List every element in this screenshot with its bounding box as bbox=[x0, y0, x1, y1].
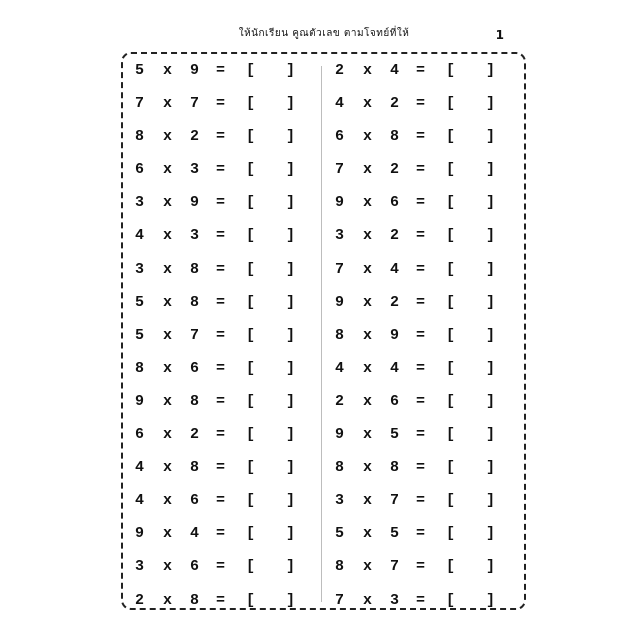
multiplication-problem bbox=[333, 524, 508, 557]
answer-bracket-open[interactable]: [ bbox=[446, 558, 456, 576]
answer-bracket-open[interactable]: [ bbox=[246, 591, 256, 609]
equals-sign: = bbox=[416, 326, 426, 344]
answer-bracket-open[interactable]: [ bbox=[246, 558, 256, 576]
answer-bracket-close[interactable]: ] bbox=[286, 591, 296, 609]
factor-a: 5 bbox=[335, 525, 345, 543]
multiplication-problem bbox=[133, 491, 308, 524]
factor-b: 2 bbox=[190, 426, 200, 444]
answer-bracket-open[interactable]: [ bbox=[246, 459, 256, 477]
multiplication-problem bbox=[133, 160, 308, 193]
equals-sign: = bbox=[216, 558, 226, 576]
multiplication-problem bbox=[133, 524, 308, 557]
factor-b: 4 bbox=[190, 525, 200, 543]
times-sign: x bbox=[163, 227, 173, 245]
answer-bracket-open[interactable]: [ bbox=[446, 62, 456, 79]
multiplication-problem bbox=[333, 326, 508, 359]
factor-b: 6 bbox=[190, 558, 200, 576]
answer-bracket-open[interactable]: [ bbox=[446, 326, 456, 344]
times-sign: x bbox=[363, 359, 373, 377]
answer-bracket-open[interactable]: [ bbox=[246, 260, 256, 278]
problem-column-left bbox=[133, 61, 308, 624]
multiplication-problem bbox=[133, 193, 308, 226]
equals-sign: = bbox=[416, 591, 426, 609]
factor-b: 8 bbox=[190, 260, 200, 278]
equals-sign: = bbox=[216, 95, 226, 113]
times-sign: x bbox=[363, 95, 373, 113]
answer-bracket-close[interactable]: ] bbox=[286, 392, 296, 410]
equals-sign: = bbox=[216, 392, 226, 410]
times-sign: x bbox=[363, 293, 373, 311]
factor-a: 9 bbox=[335, 194, 345, 212]
factor-b: 3 bbox=[190, 161, 200, 179]
factor-a: 3 bbox=[135, 558, 145, 576]
answer-bracket-open[interactable]: [ bbox=[446, 194, 456, 212]
times-sign: x bbox=[363, 426, 373, 444]
answer-bracket-close[interactable]: ] bbox=[486, 326, 496, 344]
factor-b: 9 bbox=[190, 62, 200, 79]
times-sign: x bbox=[163, 260, 173, 278]
answer-bracket-close[interactable]: ] bbox=[286, 260, 296, 278]
equals-sign: = bbox=[216, 359, 226, 377]
factor-b: 2 bbox=[390, 227, 400, 245]
factor-b: 6 bbox=[190, 492, 200, 510]
equals-sign: = bbox=[216, 62, 226, 79]
multiplication-problem bbox=[333, 557, 508, 590]
answer-bracket-close[interactable]: ] bbox=[286, 293, 296, 311]
multiplication-problem bbox=[133, 127, 308, 160]
answer-bracket-close[interactable]: ] bbox=[486, 392, 496, 410]
equals-sign: = bbox=[216, 326, 226, 344]
equals-sign: = bbox=[416, 459, 426, 477]
answer-bracket-open[interactable]: [ bbox=[446, 459, 456, 477]
answer-bracket-close[interactable]: ] bbox=[286, 459, 296, 477]
answer-bracket-close[interactable]: ] bbox=[486, 558, 496, 576]
times-sign: x bbox=[363, 591, 373, 609]
equals-sign: = bbox=[416, 62, 426, 79]
equals-sign: = bbox=[216, 426, 226, 444]
times-sign: x bbox=[163, 95, 173, 113]
times-sign: x bbox=[363, 128, 373, 146]
factor-a: 5 bbox=[135, 62, 145, 79]
factor-a: 9 bbox=[135, 525, 145, 543]
answer-bracket-open[interactable]: [ bbox=[446, 128, 456, 146]
answer-bracket-open[interactable]: [ bbox=[246, 525, 256, 543]
times-sign: x bbox=[363, 558, 373, 576]
times-sign: x bbox=[363, 525, 373, 543]
answer-bracket-close[interactable]: ] bbox=[286, 558, 296, 576]
multiplication-problem bbox=[133, 591, 308, 624]
factor-a: 9 bbox=[335, 293, 345, 311]
answer-bracket-close[interactable]: ] bbox=[286, 492, 296, 510]
factor-a: 3 bbox=[335, 227, 345, 245]
multiplication-problem bbox=[133, 326, 308, 359]
factor-a: 5 bbox=[135, 326, 145, 344]
equals-sign: = bbox=[216, 591, 226, 609]
factor-b: 6 bbox=[390, 194, 400, 212]
factor-b: 3 bbox=[390, 591, 400, 609]
equals-sign: = bbox=[416, 227, 426, 245]
multiplication-problem bbox=[333, 392, 508, 425]
answer-bracket-open[interactable]: [ bbox=[246, 359, 256, 377]
answer-bracket-open[interactable]: [ bbox=[246, 227, 256, 245]
factor-b: 8 bbox=[390, 128, 400, 146]
times-sign: x bbox=[163, 62, 173, 79]
factor-b: 8 bbox=[390, 459, 400, 477]
equals-sign: = bbox=[416, 95, 426, 113]
factor-a: 4 bbox=[335, 95, 345, 113]
answer-bracket-open[interactable]: [ bbox=[246, 492, 256, 510]
factor-b: 7 bbox=[190, 95, 200, 113]
times-sign: x bbox=[363, 62, 373, 79]
factor-a: 3 bbox=[335, 492, 345, 510]
equals-sign: = bbox=[416, 260, 426, 278]
equals-sign: = bbox=[416, 359, 426, 377]
factor-b: 7 bbox=[190, 326, 200, 344]
factor-b: 6 bbox=[390, 392, 400, 410]
answer-bracket-open[interactable]: [ bbox=[246, 128, 256, 146]
factor-b: 2 bbox=[390, 293, 400, 311]
times-sign: x bbox=[163, 194, 173, 212]
factor-a: 9 bbox=[135, 392, 145, 410]
answer-bracket-close[interactable]: ] bbox=[486, 525, 496, 543]
factor-a: 2 bbox=[335, 62, 345, 79]
multiplication-problem bbox=[333, 591, 508, 624]
factor-b: 6 bbox=[190, 359, 200, 377]
equals-sign: = bbox=[416, 525, 426, 543]
answer-bracket-open[interactable]: [ bbox=[446, 359, 456, 377]
answer-bracket-open[interactable]: [ bbox=[246, 95, 256, 113]
factor-b: 4 bbox=[390, 260, 400, 278]
answer-bracket-open[interactable]: [ bbox=[246, 62, 256, 79]
times-sign: x bbox=[363, 392, 373, 410]
times-sign: x bbox=[163, 293, 173, 311]
answer-bracket-close[interactable]: ] bbox=[286, 426, 296, 444]
answer-bracket-close[interactable]: ] bbox=[486, 227, 496, 245]
multiplication-problem bbox=[133, 226, 308, 259]
answer-bracket-close[interactable]: ] bbox=[286, 359, 296, 377]
factor-b: 8 bbox=[190, 459, 200, 477]
column-divider bbox=[321, 66, 322, 602]
answer-bracket-open[interactable]: [ bbox=[246, 392, 256, 410]
page-number: 1 bbox=[495, 28, 504, 42]
answer-bracket-open[interactable]: [ bbox=[246, 426, 256, 444]
factor-a: 5 bbox=[135, 293, 145, 311]
answer-bracket-open[interactable]: [ bbox=[446, 161, 456, 179]
factor-b: 2 bbox=[390, 95, 400, 113]
times-sign: x bbox=[163, 161, 173, 179]
factor-a: 7 bbox=[135, 95, 145, 113]
factor-a: 6 bbox=[335, 128, 345, 146]
problem-column-right bbox=[333, 61, 508, 624]
times-sign: x bbox=[363, 194, 373, 212]
factor-b: 2 bbox=[390, 161, 400, 179]
answer-bracket-close[interactable]: ] bbox=[486, 293, 496, 311]
multiplication-problem bbox=[133, 458, 308, 491]
factor-a: 4 bbox=[335, 359, 345, 377]
times-sign: x bbox=[163, 591, 173, 609]
factor-b: 4 bbox=[390, 62, 400, 79]
answer-bracket-close[interactable]: ] bbox=[286, 194, 296, 212]
times-sign: x bbox=[163, 359, 173, 377]
factor-a: 8 bbox=[335, 326, 345, 344]
equals-sign: = bbox=[416, 558, 426, 576]
answer-bracket-close[interactable]: ] bbox=[486, 161, 496, 179]
answer-bracket-close[interactable]: ] bbox=[486, 492, 496, 510]
multiplication-problem bbox=[133, 94, 308, 127]
equals-sign: = bbox=[216, 459, 226, 477]
multiplication-problem bbox=[133, 392, 308, 425]
answer-bracket-open[interactable]: [ bbox=[246, 293, 256, 311]
answer-bracket-open[interactable]: [ bbox=[446, 525, 456, 543]
multiplication-problem bbox=[133, 293, 308, 326]
multiplication-problem bbox=[333, 193, 508, 226]
factor-b: 8 bbox=[190, 392, 200, 410]
times-sign: x bbox=[363, 260, 373, 278]
answer-bracket-close[interactable]: ] bbox=[286, 62, 296, 79]
factor-a: 4 bbox=[135, 227, 145, 245]
answer-bracket-open[interactable]: [ bbox=[446, 392, 456, 410]
factor-b: 7 bbox=[390, 558, 400, 576]
factor-a: 3 bbox=[135, 260, 145, 278]
instruction-text: ให้นักเรียน คูณตัวเลข ตามโจทย์ที่ให้ bbox=[238, 28, 410, 39]
answer-bracket-open[interactable]: [ bbox=[446, 426, 456, 444]
factor-b: 4 bbox=[390, 359, 400, 377]
answer-bracket-close[interactable]: ] bbox=[286, 95, 296, 113]
multiplication-problem bbox=[333, 127, 508, 160]
factor-a: 2 bbox=[335, 392, 345, 410]
factor-a: 8 bbox=[335, 558, 345, 576]
factor-b: 9 bbox=[190, 194, 200, 212]
answer-bracket-close[interactable]: ] bbox=[486, 62, 496, 79]
multiplication-problem bbox=[133, 557, 308, 590]
factor-a: 8 bbox=[335, 459, 345, 477]
answer-bracket-close[interactable]: ] bbox=[486, 260, 496, 278]
equals-sign: = bbox=[216, 194, 226, 212]
times-sign: x bbox=[363, 459, 373, 477]
factor-b: 5 bbox=[390, 525, 400, 543]
equals-sign: = bbox=[416, 194, 426, 212]
times-sign: x bbox=[163, 525, 173, 543]
answer-bracket-open[interactable]: [ bbox=[446, 293, 456, 311]
multiplication-problem bbox=[133, 425, 308, 458]
times-sign: x bbox=[163, 326, 173, 344]
times-sign: x bbox=[163, 459, 173, 477]
equals-sign: = bbox=[416, 492, 426, 510]
answer-bracket-close[interactable]: ] bbox=[286, 161, 296, 179]
answer-bracket-close[interactable]: ] bbox=[486, 359, 496, 377]
worksheet-header bbox=[120, 26, 528, 44]
answer-bracket-close[interactable]: ] bbox=[486, 426, 496, 444]
answer-bracket-open[interactable]: [ bbox=[446, 95, 456, 113]
factor-a: 2 bbox=[135, 591, 145, 609]
times-sign: x bbox=[363, 326, 373, 344]
factor-a: 3 bbox=[135, 194, 145, 212]
times-sign: x bbox=[163, 128, 173, 146]
multiplication-problem bbox=[333, 94, 508, 127]
multiplication-problem bbox=[333, 160, 508, 193]
equals-sign: = bbox=[416, 426, 426, 444]
times-sign: x bbox=[163, 558, 173, 576]
answer-bracket-close[interactable]: ] bbox=[486, 591, 496, 609]
times-sign: x bbox=[363, 492, 373, 510]
answer-bracket-open[interactable]: [ bbox=[446, 227, 456, 245]
multiplication-problem bbox=[333, 61, 508, 94]
factor-b: 8 bbox=[190, 591, 200, 609]
answer-bracket-close[interactable]: ] bbox=[286, 227, 296, 245]
times-sign: x bbox=[163, 392, 173, 410]
factor-a: 7 bbox=[335, 591, 345, 609]
equals-sign: = bbox=[216, 293, 226, 311]
factor-a: 9 bbox=[335, 426, 345, 444]
factor-b: 8 bbox=[190, 293, 200, 311]
answer-bracket-open[interactable]: [ bbox=[246, 161, 256, 179]
factor-a: 4 bbox=[135, 492, 145, 510]
factor-a: 6 bbox=[135, 426, 145, 444]
factor-b: 9 bbox=[390, 326, 400, 344]
answer-bracket-open[interactable]: [ bbox=[446, 492, 456, 510]
multiplication-problem bbox=[133, 359, 308, 392]
factor-a: 4 bbox=[135, 459, 145, 477]
times-sign: x bbox=[163, 492, 173, 510]
equals-sign: = bbox=[216, 161, 226, 179]
multiplication-problem bbox=[133, 260, 308, 293]
factor-a: 6 bbox=[135, 161, 145, 179]
times-sign: x bbox=[163, 426, 173, 444]
equals-sign: = bbox=[216, 492, 226, 510]
multiplication-problem bbox=[333, 226, 508, 259]
equals-sign: = bbox=[416, 161, 426, 179]
factor-a: 8 bbox=[135, 128, 145, 146]
answer-bracket-close[interactable]: ] bbox=[486, 194, 496, 212]
times-sign: x bbox=[363, 227, 373, 245]
equals-sign: = bbox=[216, 227, 226, 245]
equals-sign: = bbox=[416, 293, 426, 311]
multiplication-problem bbox=[333, 425, 508, 458]
factor-b: 5 bbox=[390, 426, 400, 444]
factor-b: 3 bbox=[190, 227, 200, 245]
times-sign: x bbox=[363, 161, 373, 179]
equals-sign: = bbox=[216, 128, 226, 146]
factor-a: 7 bbox=[335, 260, 345, 278]
factor-b: 7 bbox=[390, 492, 400, 510]
answer-bracket-close[interactable]: ] bbox=[486, 95, 496, 113]
multiplication-problem bbox=[333, 458, 508, 491]
multiplication-problem bbox=[333, 260, 508, 293]
worksheet-frame bbox=[121, 52, 526, 610]
equals-sign: = bbox=[416, 128, 426, 146]
factor-a: 7 bbox=[335, 161, 345, 179]
answer-bracket-close[interactable]: ] bbox=[286, 326, 296, 344]
answer-bracket-open[interactable]: [ bbox=[246, 326, 256, 344]
multiplication-problem bbox=[333, 359, 508, 392]
equals-sign: = bbox=[216, 260, 226, 278]
multiplication-problem bbox=[333, 293, 508, 326]
answer-bracket-open[interactable]: [ bbox=[446, 591, 456, 609]
answer-bracket-close[interactable]: ] bbox=[286, 128, 296, 146]
multiplication-problem bbox=[333, 491, 508, 524]
answer-bracket-open[interactable]: [ bbox=[246, 194, 256, 212]
equals-sign: = bbox=[416, 392, 426, 410]
answer-bracket-open[interactable]: [ bbox=[446, 260, 456, 278]
factor-a: 8 bbox=[135, 359, 145, 377]
answer-bracket-close[interactable]: ] bbox=[486, 459, 496, 477]
equals-sign: = bbox=[216, 525, 226, 543]
answer-bracket-close[interactable]: ] bbox=[486, 128, 496, 146]
factor-b: 2 bbox=[190, 128, 200, 146]
multiplication-problem bbox=[133, 61, 308, 94]
answer-bracket-close[interactable]: ] bbox=[286, 525, 296, 543]
